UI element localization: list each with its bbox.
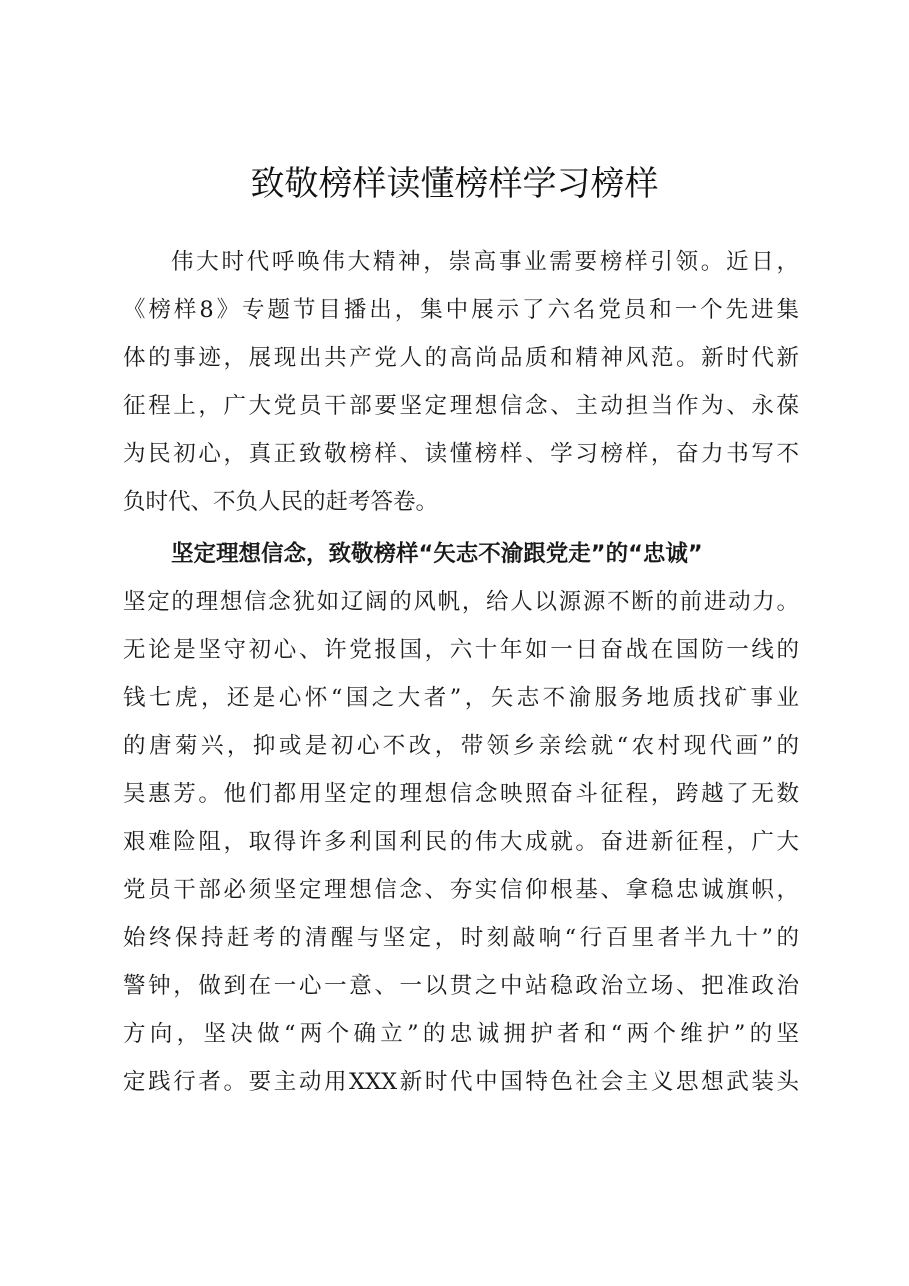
section-line: 方向，坚决做“两个确立”的忠诚拥护者和“两个维护”的坚 xyxy=(123,1021,799,1047)
section-line: 的唐菊兴，抑或是初心不改，带领乡亲绘就“农村现代画”的 xyxy=(123,733,799,759)
document-title: 致敬榜样读懂榜样学习榜样 xyxy=(250,164,659,204)
section-line: 党员干部必须坚定理想信念、夯实信仰根基、拿稳忠诚旗帜， xyxy=(123,877,799,903)
section-line: 钱七虎，还是心怀“国之大者”，矢志不渝服务地质找矿事业 xyxy=(123,685,799,711)
intro-line: 《榜样8》专题节目播出，集中展示了六名党员和一个先进集 xyxy=(123,297,799,323)
document-body xyxy=(123,238,799,1106)
section-line: 始终保持赶考的清醒与坚定，时刻敲响“行百里者半九十”的 xyxy=(123,925,799,951)
section-line: 艰难险阻，取得许多利国利民的伟大成就。奋进新征程，广大 xyxy=(123,829,799,855)
intro-line: 为民初心，真正致敬榜样、读懂榜样、学习榜样，奋力书写不 xyxy=(123,441,799,467)
intro-line: 伟大时代呼唤伟大精神，崇高事业需要榜样引领。近日， xyxy=(171,249,799,275)
section-line: 坚定的理想信念犹如辽阔的风帆，给人以源源不断的前进动力。 xyxy=(123,589,799,615)
section-heading: 坚定理想信念，致敬榜样“矢志不渝跟党走”的“忠诚” xyxy=(171,541,703,567)
section-line: 无论是坚守初心、许党报国，六十年如一日奋战在国防一线的 xyxy=(123,637,799,663)
intro-line: 体的事迹，展现出共产党人的高尚品质和精神风范。新时代新 xyxy=(123,345,799,371)
section-line: 警钟，做到在一心一意、一以贯之中站稳政治立场、把准政治 xyxy=(123,973,799,999)
section-line: 定践行者。要主动用XXX新时代中国特色社会主义思想武装头 xyxy=(123,1069,799,1095)
section-line: 吴惠芳。他们都用坚定的理想信念映照奋斗征程，跨越了无数 xyxy=(123,781,799,807)
intro-line: 征程上，广大党员干部要坚定理想信念、主动担当作为、永葆 xyxy=(123,393,799,419)
intro-line: 负时代、不负人民的赶考答卷。 xyxy=(123,489,439,515)
